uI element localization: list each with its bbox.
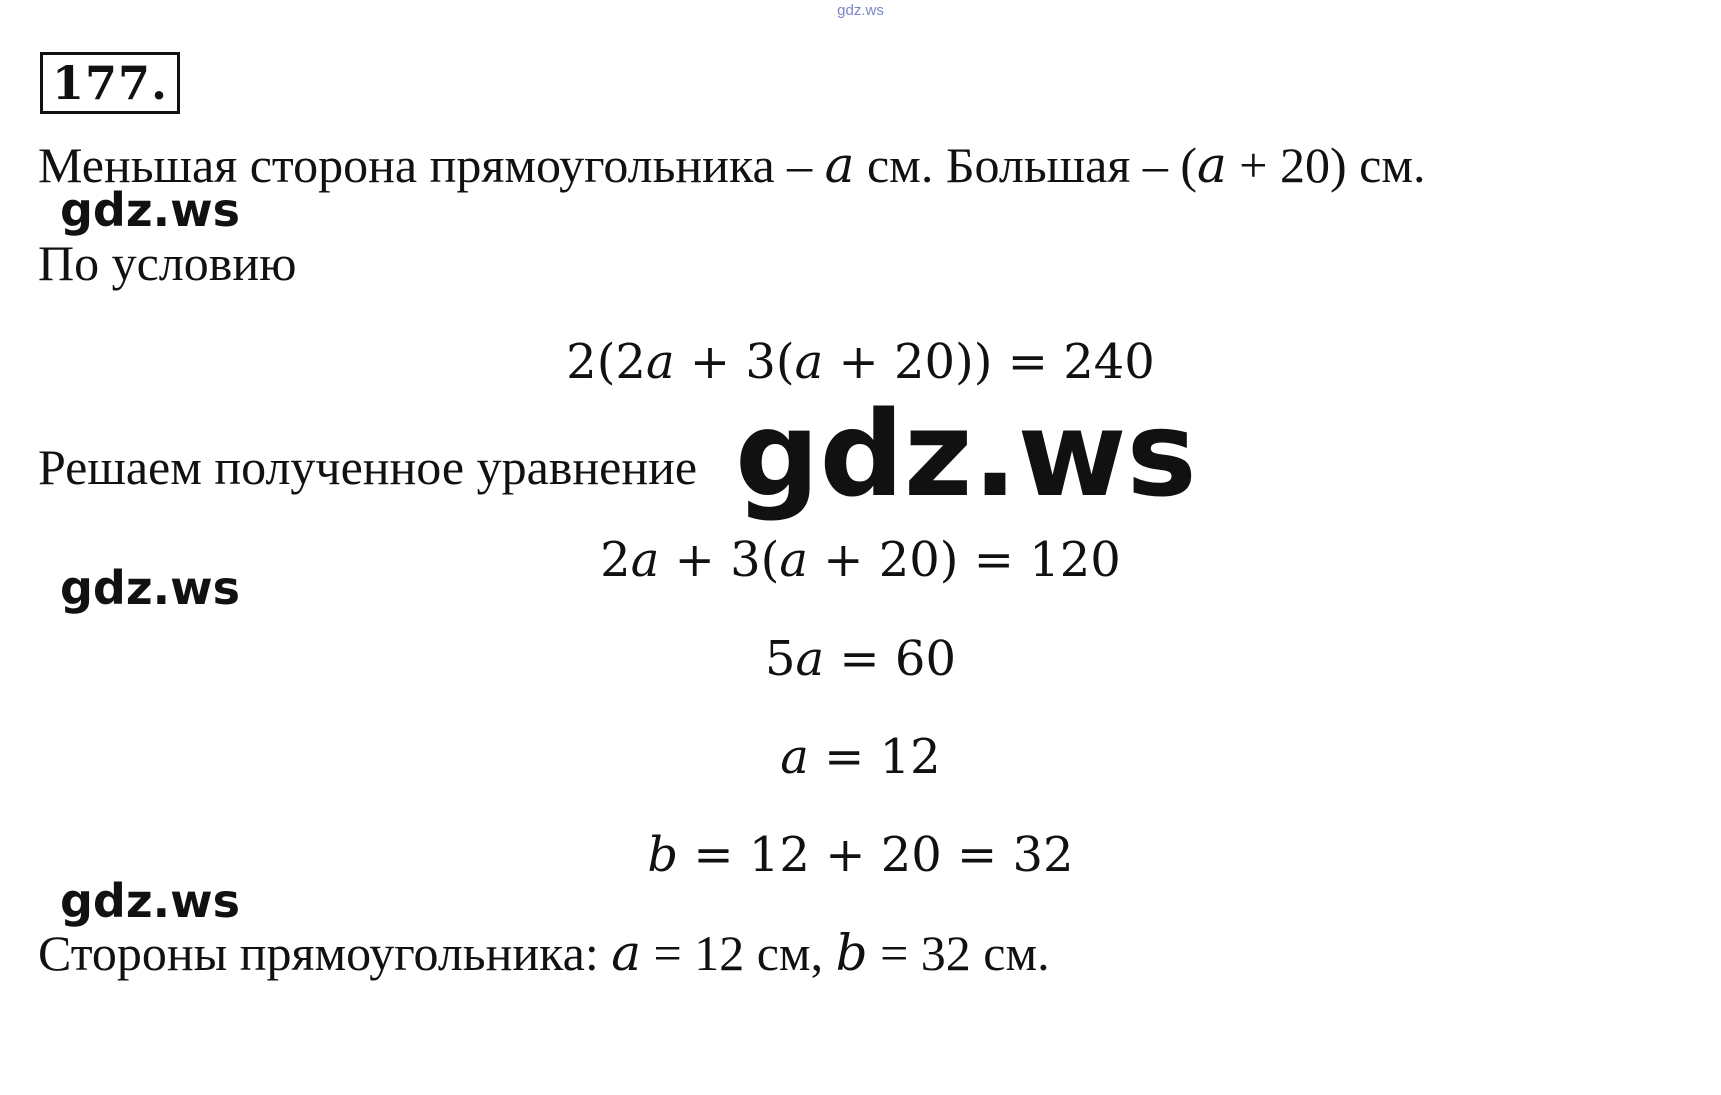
var-a: a xyxy=(630,532,660,588)
answer-text: Стороны прямоугольника: xyxy=(38,925,612,981)
var-a: a xyxy=(794,334,824,390)
watermark-large: gdz.ws xyxy=(735,385,1197,523)
equation-1 xyxy=(0,334,1721,390)
answer-line xyxy=(38,924,1050,982)
top-watermark: gdz.ws xyxy=(837,2,884,19)
eq3-part: 5 xyxy=(765,631,796,687)
watermark-small: gdz.ws xyxy=(60,561,240,615)
eq1-part: + 3( xyxy=(674,334,795,390)
var-a: a xyxy=(824,136,855,194)
var-a: a xyxy=(611,924,642,982)
var-a: a xyxy=(645,334,675,390)
eq5-part: = 12 + 20 = 32 xyxy=(678,827,1074,883)
equation-4 xyxy=(0,729,1721,785)
var-a: a xyxy=(780,729,809,785)
eq2-part: 2 xyxy=(600,532,631,588)
eq1-part: 2(2 xyxy=(566,334,646,390)
answer-text: = 12 см, xyxy=(641,925,836,981)
eq2-part: + 20) = 120 xyxy=(807,532,1121,588)
var-a: a xyxy=(795,631,825,687)
equation-5 xyxy=(0,827,1721,883)
watermark-small: gdz.ws xyxy=(60,874,240,928)
answer-text: = 32 см. xyxy=(867,925,1050,981)
solve-line: Решаем полученное уравнение xyxy=(38,439,698,495)
eq3-part: = 60 xyxy=(824,631,956,687)
intro-text-end: + 20) см. xyxy=(1226,137,1426,193)
eq1-part: + 20)) = 240 xyxy=(823,334,1155,390)
condition-line: По условию xyxy=(38,235,297,291)
watermark-small: gdz.ws xyxy=(60,183,240,237)
intro-text-start: Меньшая сторона прямоугольника – xyxy=(38,137,825,193)
var-a: a xyxy=(779,532,808,588)
eq4-part: = 12 xyxy=(808,729,941,785)
var-b: b xyxy=(835,924,868,982)
intro-line xyxy=(38,136,1426,194)
var-a: a xyxy=(1196,136,1227,194)
problem-number: 177. xyxy=(40,52,180,114)
equation-3 xyxy=(0,631,1721,687)
intro-text-mid: см. Большая – ( xyxy=(854,137,1197,193)
var-b: b xyxy=(647,827,679,883)
eq2-part: + 3( xyxy=(659,532,780,588)
